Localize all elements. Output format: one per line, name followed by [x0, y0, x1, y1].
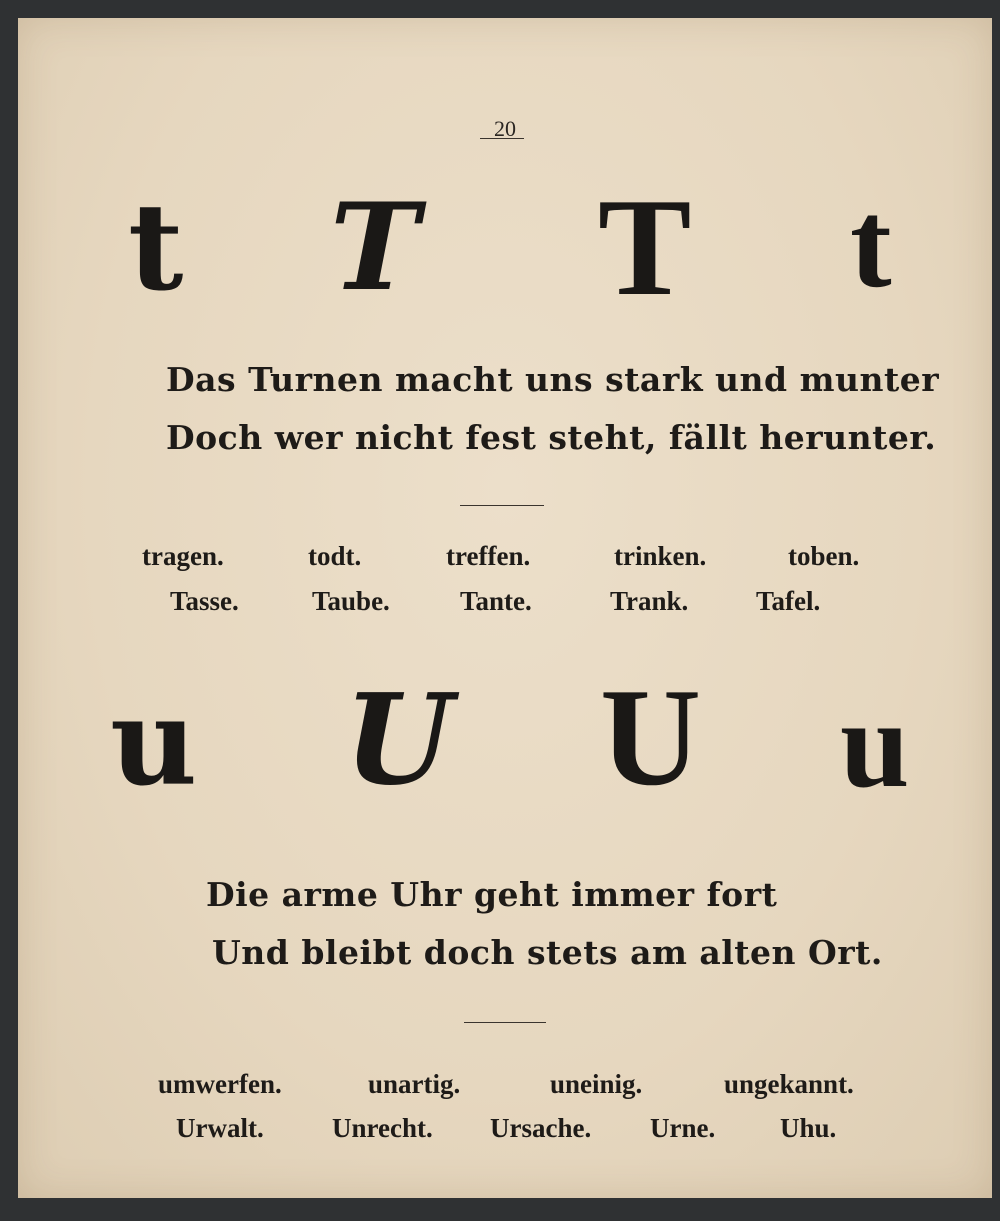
- letter-fraktur-lower-t: t: [128, 177, 184, 318]
- letter-fraktur-upper-u: U: [344, 667, 454, 813]
- letter-roman-upper-u: U: [600, 660, 702, 815]
- word: Urne.: [650, 1113, 716, 1143]
- letter-fraktur-lower-u: u: [110, 672, 198, 813]
- word: Tasse.: [170, 586, 239, 616]
- word: Tafel.: [756, 586, 821, 616]
- letter-roman-upper-t: T: [598, 170, 692, 325]
- word: ungekannt.: [724, 1069, 854, 1099]
- divider: [460, 505, 544, 506]
- letter-fraktur-upper-t: T: [330, 177, 420, 318]
- word: Urwalt.: [176, 1113, 264, 1143]
- word: uneinig.: [550, 1069, 643, 1099]
- word: Taube.: [312, 586, 390, 616]
- divider: [464, 1022, 546, 1023]
- word: Unrecht.: [332, 1113, 433, 1143]
- word: unartig.: [368, 1069, 461, 1099]
- word: tragen.: [142, 541, 224, 571]
- word: Ursache.: [490, 1113, 592, 1143]
- page-number: 20: [494, 116, 516, 141]
- word: Trank.: [610, 586, 689, 616]
- letter-roman-lower-t: t: [850, 176, 892, 314]
- primer-page: [18, 18, 992, 1198]
- letter-roman-lower-u: u: [840, 676, 910, 814]
- verse-t-line-2: Doch wer nicht fest steht, fällt herunter.: [166, 418, 937, 457]
- verse-u-line-2: Und bleibt doch stets am alten Ort.: [212, 933, 883, 972]
- verse-t-line-1: Das Turnen macht uns stark und munter: [166, 360, 940, 399]
- word: Tante.: [460, 586, 532, 616]
- word: treffen.: [446, 541, 531, 571]
- word: umwerfen.: [158, 1069, 282, 1099]
- word: trinken.: [614, 541, 707, 571]
- word: toben.: [788, 541, 860, 571]
- verse-u-line-1: Die arme Uhr geht immer fort: [206, 875, 778, 914]
- word: todt.: [308, 541, 362, 571]
- word: Uhu.: [780, 1113, 837, 1143]
- page-number-rule: [480, 138, 524, 139]
